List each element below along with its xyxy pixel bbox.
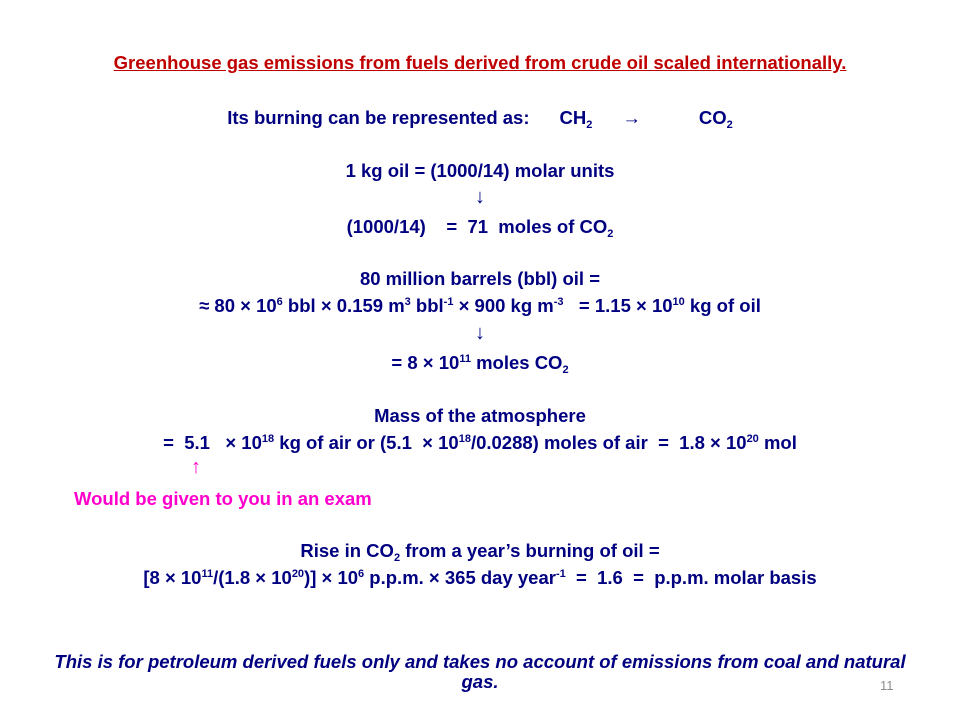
ch2-formula: $CH_2$ xyxy=(559,107,593,131)
rise-calculation: $[8 \times 10^{11}/(1.8 \times 10^{20})] \times 10^6$ p.p.m. × 365 day year$^{-1}$ = 1.6 = p.p.m. molar basis xyxy=(143,567,817,588)
atmosphere-heading: Mass of the atmosphere xyxy=(374,405,586,426)
moles-co2-total: = $8 \times 10^{11}$ moles $CO_2$ xyxy=(391,352,569,376)
moles-co2-line: (1000/14) = 71 moles of $CO_2$ xyxy=(346,216,614,240)
barrels-line: 80 million barrels (bbl) oil = xyxy=(359,268,601,289)
reaction-arrow-icon: → xyxy=(622,107,641,128)
up-arrow-icon: ↑ xyxy=(191,456,201,478)
slide-title: Greenhouse gas emissions from fuels derived from crude oil scaled internationally. xyxy=(113,52,847,73)
oil-mass-calculation: ≈ $80 \times 10^6$ bbl × 0.159 $m^3$ bbl$^{-1}$ × 900 kg $m^{-3} = 1.15 \times 10^{10}$ kg of oil xyxy=(199,295,761,316)
burning-equation xyxy=(0,107,960,129)
oil-molar-units: 1 kg oil = (1000/14) molar units xyxy=(345,160,615,181)
page-number: 11 xyxy=(880,678,894,693)
rise-heading: Rise in $CO_2$ from a year’s burning of oil = xyxy=(300,540,660,564)
down-arrow-icon: ↓ xyxy=(475,322,485,344)
down-arrow-icon: ↓ xyxy=(475,186,485,208)
exam-note: Would be given to you in an exam xyxy=(74,488,372,509)
footnote: This is for petroleum derived fuels only and takes no account of emissions from coal and natural gas. xyxy=(54,651,906,692)
co2-formula: $CO_2$ xyxy=(698,107,733,131)
atmosphere-calculation: = $5.1 \times 10^{18}$ kg of air or $(5.1 \times 10^{18}/0.0288)$ moles of air = $1.8 \times 10^{20}$ mol xyxy=(163,432,797,453)
burning-label: Its burning can be represented as: xyxy=(227,107,530,128)
